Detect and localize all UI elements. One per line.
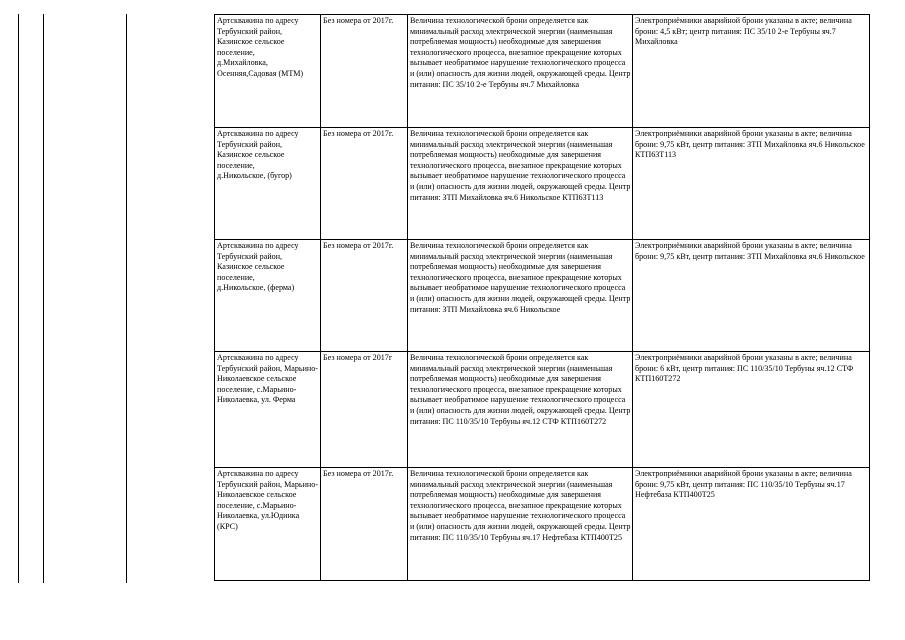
act-number-cell: Без номера от 2017г.	[321, 468, 408, 581]
left-column-divider-line	[43, 14, 44, 583]
technological-reserve-cell: Величина технологической брони определяется как минимальный расход электрической энергии (наименьшая потребляемая мощность) необходимые для завершения технологического процесса, внезапное прекращение которых вызывает необратимое нарушение технологического процесса и (или) опасность для жизни людей, окружающей среды. Центр питания: ПС 110/35/10 Тербуны яч.12 СТФ КТП160Т272	[408, 352, 633, 468]
table-row	[215, 15, 870, 128]
act-number-cell: Без номера от 2017г.	[321, 128, 408, 240]
table-row	[215, 128, 870, 240]
emergency-reserve-cell: Электроприёмники аварийной брони указаны в акте; величина брони: 6 кВт, центр питания: ПС 110/35/10 Тербуны яч.12 СТФ КТП160Т272	[633, 352, 870, 468]
act-number-cell: Без номера от 2017г.	[321, 15, 408, 128]
emergency-reserve-cell: Электроприёмники аварийной брони указаны в акте; величина брони: 4,5 кВт; центр питания: ПС 35/10 2-е Тербуны яч.7 Михайловка	[633, 15, 870, 128]
reservation-table	[214, 14, 870, 581]
technological-reserve-cell: Величина технологической брони определяется как минимальный расход электрической энергии (наименьшая потребляемая мощность) необходимые для завершения технологического процесса, внезапное прекращение которых вызывает необратимое нарушение технологического процесса и (или) опасность для жизни людей, окружающей среды. Центр питания: ЗТП Михайловка яч.6 Никольское КТП63Т113	[408, 128, 633, 240]
table-row	[215, 468, 870, 581]
object-address-cell: Артскважина по адресу Тербунский район, Марьино-Николаевское сельское поселение, с.Марьино-Николаевка, ул.Юдинка (КРС)	[215, 468, 321, 581]
emergency-reserve-cell: Электроприёмники аварийной брони указаны в акте; величина брони: 9,75 кВт, центр питания: ЗТП Михайловка яч.6 Никольское	[633, 240, 870, 352]
technological-reserve-cell: Величина технологической брони определяется как минимальный расход электрической энергии (наименьшая потребляемая мощность) необходимые для завершения технологического процесса, внезапное прекращение которых вызывает необратимое нарушение технологического процесса и (или) опасность для жизни людей, окружающей среды. Центр питания: ЗТП Михайловка яч.6 Никольское	[408, 240, 633, 352]
object-address-cell: Артскважина по адресу Тербунский район, Казинское сельское поселение, д.Михайловка, Осенняя,Садовая (МТМ)	[215, 15, 321, 128]
act-number-cell: Без номера от 2017г	[321, 352, 408, 468]
left-column-divider-line-2	[126, 14, 127, 583]
emergency-reserve-cell: Электроприёмники аварийной брони указаны в акте; величина брони: 9,75 кВт, центр питания: ЗТП Михайловка яч.6 Никольское КТП63Т113	[633, 128, 870, 240]
table-row	[215, 352, 870, 468]
left-table-border-line	[18, 14, 19, 583]
object-address-cell: Артскважина по адресу Тербунский район, Казинское сельское поселение, д.Никольское, (ферма)	[215, 240, 321, 352]
object-address-cell: Артскважина по адресу Тербунский район, Марьино-Николаевское сельское поселение, с.Марьино-Николаевка, ул. Ферма	[215, 352, 321, 468]
technological-reserve-cell: Величина технологической брони определяется как минимальный расход электрической энергии (наименьшая потребляемая мощность) необходимые для завершения технологического процесса, внезапное прекращение которых вызывает необратимое нарушение технологического процесса и (или) опасность для жизни людей, окружающей среды. Центр питания: ПС 35/10 2-е Тербуны яч.7 Михайловка	[408, 15, 633, 128]
emergency-reserve-cell: Электроприёмники аварийной брони указаны в акте; величина брони: 9,75 кВт, центр питания: ПС 110/35/10 Тербуны яч.17 Нефтебаза КТП400Т25	[633, 468, 870, 581]
act-number-cell: Без номера от 2017г.	[321, 240, 408, 352]
table-row	[215, 240, 870, 352]
technological-reserve-cell: Величина технологической брони определяется как минимальный расход электрической энергии (наименьшая потребляемая мощность) необходимые для завершения технологического процесса, внезапное прекращение которых вызывает необратимое нарушение технологического процесса и (или) опасность для жизни людей, окружающей среды. Центр питания: ПС 110/35/10 Тербуны яч.17 Нефтебаза КТП400Т25	[408, 468, 633, 581]
object-address-cell: Артскважина по адресу Тербунский район, Казинское сельское поселение, д.Никольское, (бугор)	[215, 128, 321, 240]
